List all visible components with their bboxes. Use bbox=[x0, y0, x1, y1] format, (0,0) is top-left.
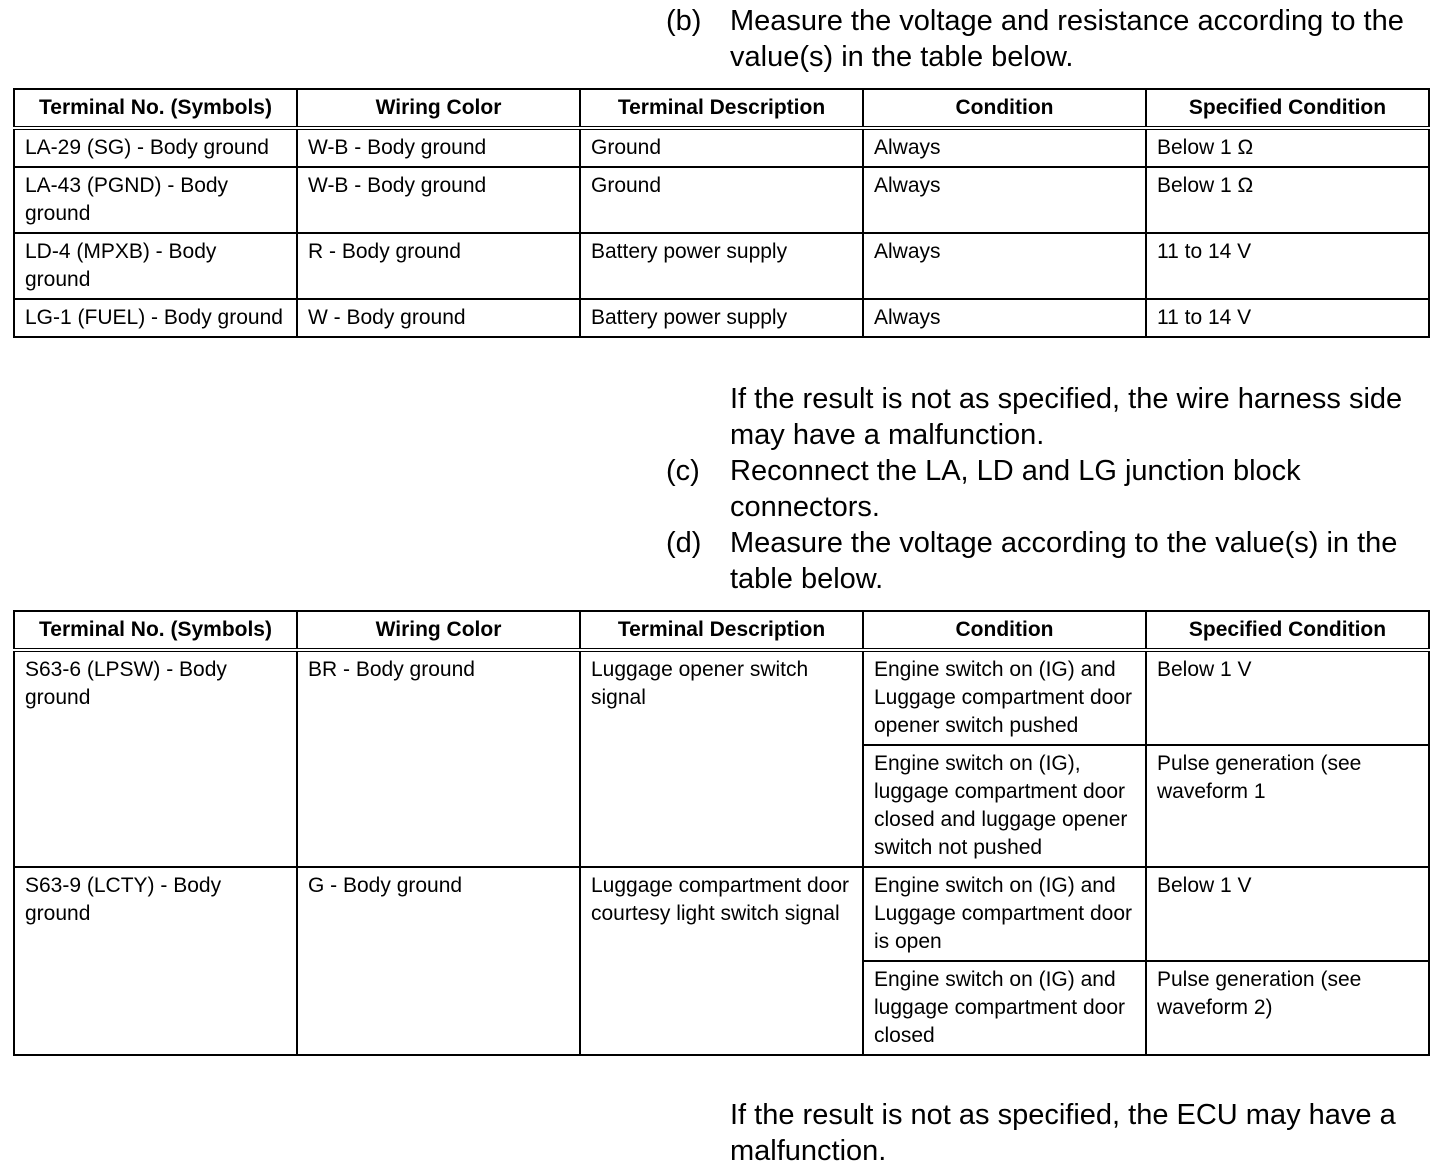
result-note-harness: If the result is not as specified, the wire harness side may have a malfunction. bbox=[730, 383, 1403, 451]
cell-terminal: LA-29 (SG) - Body ground bbox=[14, 128, 297, 167]
header-terminal: Terminal No. (Symbols) bbox=[14, 611, 297, 650]
cell-condition: Always bbox=[863, 167, 1146, 233]
cell-terminal: LA-43 (PGND) - Body ground bbox=[14, 167, 297, 233]
cell-wiring-color: W - Body ground bbox=[297, 299, 580, 337]
cell-wiring-color: R - Body ground bbox=[297, 233, 580, 299]
header-condition: Condition bbox=[863, 611, 1146, 650]
cell-condition: Always bbox=[863, 128, 1146, 167]
table-row bbox=[14, 650, 1429, 745]
cell-condition: Always bbox=[863, 233, 1146, 299]
header-terminal-description: Terminal Description bbox=[580, 611, 863, 650]
header-condition: Condition bbox=[863, 89, 1146, 128]
header-terminal-description: Terminal Description bbox=[580, 89, 863, 128]
step-b-text: Measure the voltage and resistance according to the value(s) in the table below. bbox=[730, 5, 1404, 73]
cell-specified-condition: Pulse generation (see waveform 2) bbox=[1146, 961, 1429, 1055]
step-d-marker: (d) bbox=[666, 527, 702, 559]
step-d-text: Measure the voltage according to the value(s) in the table below. bbox=[730, 527, 1398, 595]
table-row bbox=[14, 299, 1429, 337]
step-b bbox=[666, 3, 1436, 75]
table-row bbox=[14, 867, 1429, 961]
cell-specified-condition: Below 1 Ω bbox=[1146, 128, 1429, 167]
cell-specified-condition: 11 to 14 V bbox=[1146, 233, 1429, 299]
cell-terminal: LG-1 (FUEL) - Body ground bbox=[14, 299, 297, 337]
cell-terminal-description: Ground bbox=[580, 128, 863, 167]
cell-terminal-description: Battery power supply bbox=[580, 233, 863, 299]
cell-specified-condition: 11 to 14 V bbox=[1146, 299, 1429, 337]
voltage-table bbox=[13, 610, 1430, 1056]
header-wiring-color: Wiring Color bbox=[297, 611, 580, 650]
step-c-text: Reconnect the LA, LD and LG junction block connectors. bbox=[730, 455, 1301, 523]
cell-terminal-description: Battery power supply bbox=[580, 299, 863, 337]
step-c bbox=[666, 453, 1436, 525]
table-header-row bbox=[14, 89, 1429, 128]
cell-terminal: S63-6 (LPSW) - Body ground bbox=[14, 650, 297, 867]
cell-specified-condition: Below 1 V bbox=[1146, 650, 1429, 745]
cell-wiring-color: W-B - Body ground bbox=[297, 167, 580, 233]
cell-condition: Always bbox=[863, 299, 1146, 337]
header-terminal: Terminal No. (Symbols) bbox=[14, 89, 297, 128]
cell-terminal-description: Ground bbox=[580, 167, 863, 233]
result-note-ecu: If the result is not as specified, the ECU may have a malfunction. bbox=[730, 1099, 1396, 1167]
cell-wiring-color: W-B - Body ground bbox=[297, 128, 580, 167]
cell-specified-condition: Below 1 V bbox=[1146, 867, 1429, 961]
header-specified-condition: Specified Condition bbox=[1146, 89, 1429, 128]
header-specified-condition: Specified Condition bbox=[1146, 611, 1429, 650]
cell-specified-condition: Pulse generation (see waveform 1 bbox=[1146, 745, 1429, 867]
header-wiring-color: Wiring Color bbox=[297, 89, 580, 128]
cell-condition: Engine switch on (IG) and luggage compartment door closed bbox=[863, 961, 1146, 1055]
step-b-marker: (b) bbox=[666, 5, 702, 37]
cell-terminal: LD-4 (MPXB) - Body ground bbox=[14, 233, 297, 299]
table-row bbox=[14, 128, 1429, 167]
table-row bbox=[14, 233, 1429, 299]
step-c-marker: (c) bbox=[666, 455, 700, 487]
cell-terminal-description: Luggage compartment door courtesy light switch signal bbox=[580, 867, 863, 1055]
resistance-voltage-table bbox=[13, 88, 1430, 338]
cell-specified-condition: Below 1 Ω bbox=[1146, 167, 1429, 233]
cell-wiring-color: G - Body ground bbox=[297, 867, 580, 1055]
cell-terminal-description: Luggage opener switch signal bbox=[580, 650, 863, 867]
table-row bbox=[14, 167, 1429, 233]
cell-terminal: S63-9 (LCTY) - Body ground bbox=[14, 867, 297, 1055]
cell-wiring-color: BR - Body ground bbox=[297, 650, 580, 867]
cell-condition: Engine switch on (IG) and Luggage compartment door is open bbox=[863, 867, 1146, 961]
step-d bbox=[666, 525, 1436, 597]
cell-condition: Engine switch on (IG), luggage compartment door closed and luggage opener switch not pushed bbox=[863, 745, 1146, 867]
table-header-row bbox=[14, 611, 1429, 650]
cell-condition: Engine switch on (IG) and Luggage compartment door opener switch pushed bbox=[863, 650, 1146, 745]
